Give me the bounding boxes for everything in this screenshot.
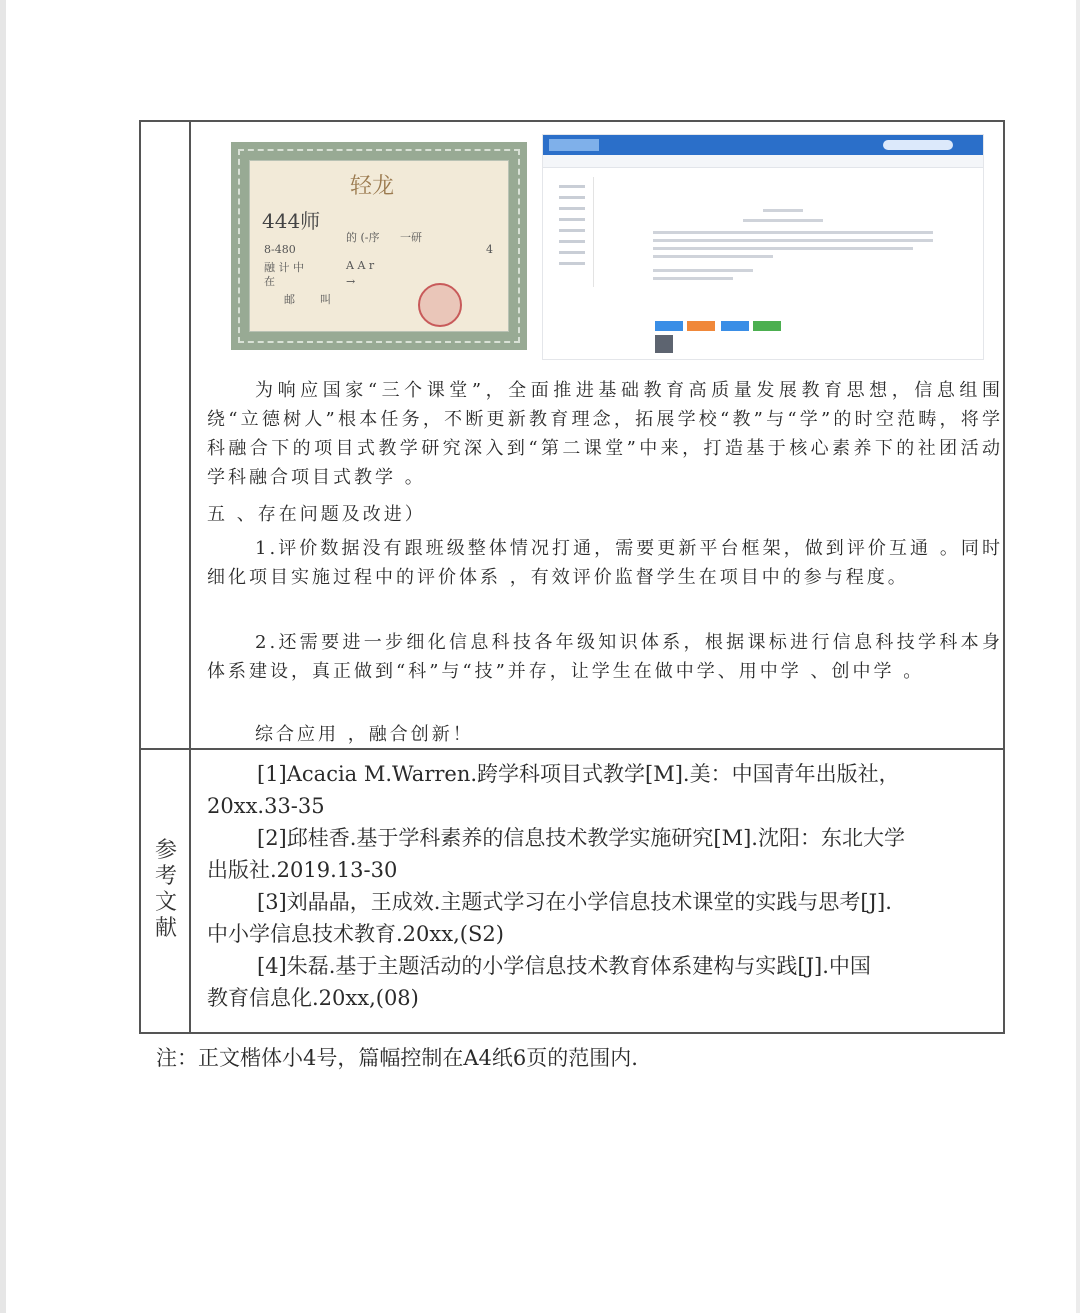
screenshot-nav-bar <box>543 155 983 168</box>
reference-4-line-2: 教育信息化.20xx,(08) <box>207 986 419 1010</box>
certificate-line: 4 <box>486 243 493 256</box>
screenshot-subheading-line <box>743 219 823 222</box>
certificate-line: 的 (-序 <box>346 231 380 244</box>
certificate-image <box>231 142 527 350</box>
screenshot-button-blue <box>721 321 749 331</box>
screenshot-sidebar <box>553 177 594 287</box>
page-left-edge <box>0 0 6 1313</box>
red-seal-stamp <box>418 283 462 327</box>
page-right-edge <box>1076 0 1080 1313</box>
screenshot-text-line <box>653 239 933 242</box>
screenshot-button-orange <box>687 321 715 331</box>
screenshot-header-bar <box>543 135 983 155</box>
certificate-big-text: 444师 <box>262 209 321 233</box>
column-divider <box>189 122 191 1032</box>
certificate-line: 在 <box>264 275 275 288</box>
screenshot-button-green <box>753 321 781 331</box>
references-label: 参考文献 <box>154 838 177 941</box>
certificate-line: A A r <box>346 259 375 272</box>
body-paragraph: 为响应国家“三个课堂”，全面推进基础教育高质量发展教育思想，信息组围绕“立德树人”根本任务，不断更新教育理念，拓展学校“教”与“学”的时空范畴，将学科融合下的项目式教学研究深入到“第二课堂”中来，打造基于核心素养下的社团活动学科融合项目式教学 。 <box>207 380 1003 488</box>
closing-line: 综合应用 ，融合创新！ <box>255 724 474 745</box>
reference-3-line-1: [3]刘晶晶，王成效.主题式学习在小学信息技术课堂的实践与思考[J]. <box>257 890 892 914</box>
screenshot-text-line <box>653 255 773 258</box>
content-table <box>139 120 1005 1034</box>
screenshot-text-line <box>653 247 913 250</box>
screenshot-button-blue <box>655 321 683 331</box>
reference-4-line-1: [4]朱磊.基于主题活动的小学信息技术教育体系建构与实践[J].中国 <box>257 954 871 978</box>
reference-2-line-2: 出版社.2019.13-30 <box>207 858 398 882</box>
screenshot-search-bar <box>883 140 953 150</box>
screenshot-qr-code <box>655 335 673 353</box>
certificate-line: 8-480 <box>264 243 296 256</box>
improvement-item-1: 1.评价数据没有跟班级整体情况打通，需要更新平台框架，做到评价互通 。同时细化项目实施过程中的评价体系 ，有效评价监督学生在项目中的参与程度。 <box>207 538 1003 588</box>
certificate-line: → <box>346 275 356 288</box>
reference-2-line-1: [2]邱桂香.基于学科素养的信息技术教学实施研究[M].沈阳：东北大学 <box>257 826 905 850</box>
certificate-paper <box>249 160 509 332</box>
section-heading: 五 、存在问题及改进） <box>207 504 426 525</box>
platform-screenshot <box>542 134 984 360</box>
improvement-item-2: 2.还需要进一步细化信息科技各年级知识体系，根据课标进行信息科技学科本身体系建设，真正做到“科”与“技”并存，让学生在做中学、用中学 、创中学 。 <box>207 632 1003 682</box>
reference-1-line-1: [1]Acacia M.Warren.跨学科项目式教学[M].美：中国青年出版社， <box>257 762 900 786</box>
certificate-line: 一研 <box>400 231 422 244</box>
reference-1-line-2: 20xx.33-35 <box>207 794 325 818</box>
screenshot-text-line <box>653 277 733 280</box>
certificate-line: 融 计 中 <box>264 261 304 274</box>
screenshot-text-line <box>653 231 933 234</box>
certificate-line: 邮 <box>284 293 295 306</box>
screenshot-logo <box>549 139 599 151</box>
certificate-title: 轻龙 <box>350 174 395 199</box>
screenshot-heading-line <box>763 209 803 212</box>
certificate-line: 叫 <box>320 293 331 306</box>
reference-3-line-2: 中小学信息技术教育.20xx,(S2) <box>207 922 504 946</box>
footnote: 注：正文楷体小4号，篇幅控制在A4纸6页的范围内. <box>156 1046 638 1070</box>
screenshot-text-line <box>653 269 753 272</box>
